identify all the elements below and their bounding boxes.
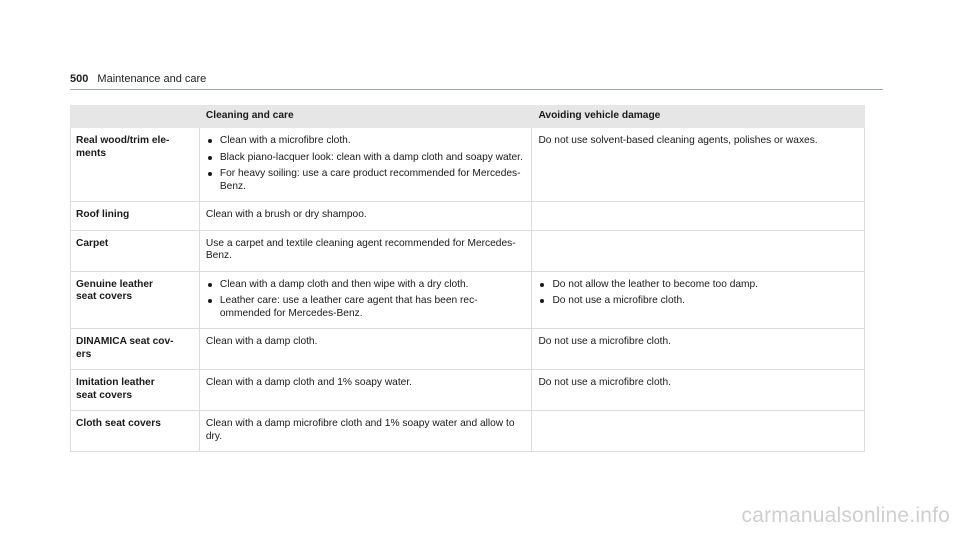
bullet-list bbox=[538, 279, 858, 308]
row-item-name bbox=[71, 370, 200, 411]
cell-text: Clean with a damp cloth and 1% soapy water. bbox=[205, 377, 413, 388]
cell-text: Clean with a brush or dry shampoo. bbox=[205, 209, 367, 220]
row-item-name bbox=[71, 271, 200, 329]
header-avoiding-damage: Avoiding vehicle damage bbox=[532, 106, 865, 128]
section-title: Maintenance and care bbox=[97, 73, 207, 85]
avoid-damage-cell bbox=[532, 230, 865, 271]
row-item-name bbox=[71, 230, 200, 271]
avoid-damage-cell bbox=[532, 370, 865, 411]
avoid-damage-cell bbox=[532, 411, 865, 452]
bullet-item: Leather care: use a leather care agent that has been rec-ommended for Mercedes-Benz. bbox=[206, 295, 526, 320]
table-row bbox=[71, 329, 865, 370]
cleaning-cell bbox=[199, 128, 532, 202]
row-item-name bbox=[71, 411, 200, 452]
cleaning-cell bbox=[199, 230, 532, 271]
bullet-list bbox=[206, 279, 526, 321]
table-row bbox=[71, 370, 865, 411]
cleaning-cell bbox=[199, 411, 532, 452]
header-cleaning-and-care: Cleaning and care bbox=[199, 106, 532, 128]
header-divider bbox=[70, 89, 883, 90]
table-row bbox=[71, 128, 865, 202]
item-label: Real wood/trim ele- ments bbox=[76, 135, 170, 159]
page-header bbox=[70, 73, 206, 85]
cell-text: Do not use a microfibre cloth. bbox=[538, 336, 671, 347]
row-item-name bbox=[71, 128, 200, 202]
header-item bbox=[71, 106, 200, 128]
item-label: DINAMICA seat cov- ers bbox=[76, 336, 174, 360]
bullet-item: Clean with a damp cloth and then wipe with a dry cloth. bbox=[206, 279, 526, 292]
table-row bbox=[71, 230, 865, 271]
row-item-name bbox=[71, 329, 200, 370]
avoid-damage-cell bbox=[532, 202, 865, 231]
item-label: Carpet bbox=[76, 237, 109, 249]
bullet-list bbox=[206, 135, 526, 193]
bullet-item: Do not use a microfibre cloth. bbox=[538, 295, 858, 308]
cell-text: Clean with a damp cloth. bbox=[205, 336, 318, 347]
cleaning-cell bbox=[199, 329, 532, 370]
row-item-name bbox=[71, 202, 200, 231]
bullet-item: Black piano-lacquer look: clean with a damp cloth and soapy water. bbox=[206, 152, 526, 165]
table-header-row bbox=[71, 106, 865, 128]
table-row bbox=[71, 411, 865, 452]
item-label: Cloth seat covers bbox=[76, 418, 161, 429]
avoid-damage-cell bbox=[532, 271, 865, 329]
page-number: 500 bbox=[70, 73, 89, 85]
table-row bbox=[71, 271, 865, 329]
bullet-item: Clean with a microfibre cloth. bbox=[206, 135, 526, 148]
cell-text: Do not use solvent-based cleaning agents, polishes or waxes. bbox=[538, 135, 818, 146]
table-row bbox=[71, 202, 865, 231]
item-label: Imitation leather seat covers bbox=[76, 377, 155, 401]
cleaning-cell bbox=[199, 202, 532, 231]
item-label: Genuine leather seat covers bbox=[76, 278, 153, 302]
cleaning-cell bbox=[199, 370, 532, 411]
cell-text: Do not use a microfibre cloth. bbox=[538, 377, 671, 388]
cleaning-cell bbox=[199, 271, 532, 329]
bullet-item: Do not allow the leather to become too damp. bbox=[538, 279, 858, 292]
avoid-damage-cell bbox=[532, 128, 865, 202]
bullet-item: For heavy soiling: use a care product recommended for Mercedes-Benz. bbox=[206, 168, 526, 193]
avoid-damage-cell bbox=[532, 329, 865, 370]
cell-text: Clean with a damp microfibre cloth and 1% soapy water and allow to dry. bbox=[205, 418, 515, 442]
watermark: carmanualsonline.info bbox=[741, 504, 950, 527]
cell-text: Use a carpet and textile cleaning agent recommended for Mercedes-Benz. bbox=[205, 237, 516, 261]
care-table bbox=[70, 105, 865, 452]
item-label: Roof lining bbox=[76, 209, 130, 220]
